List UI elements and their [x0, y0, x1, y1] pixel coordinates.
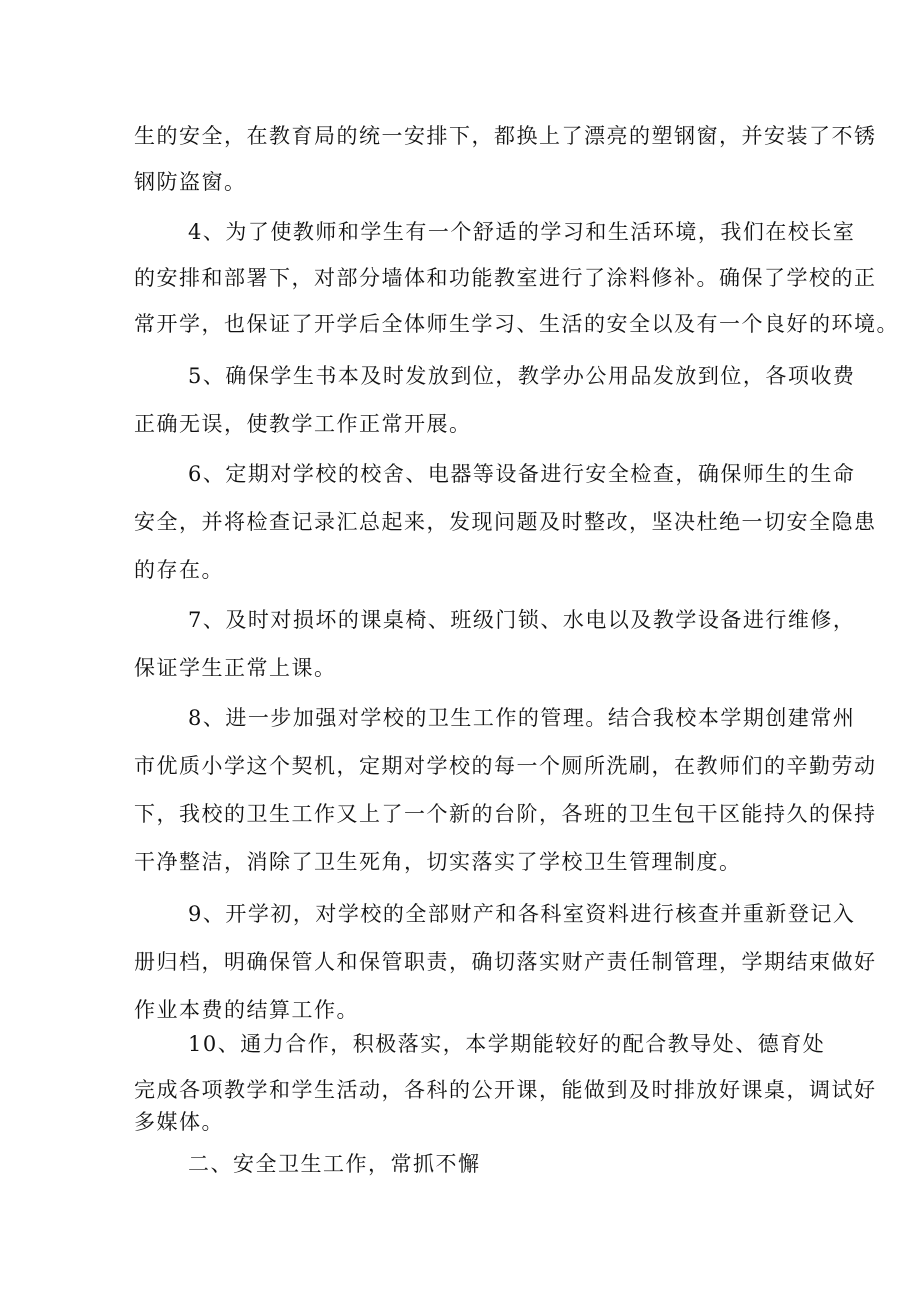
- text-line: 作业本费的结算工作。: [134, 998, 359, 1022]
- text-line: 的安排和部署下，对部分墙体和功能教室进行了涂料修补。确保了学校的正: [134, 266, 877, 290]
- text-line: 的存在。: [134, 558, 224, 582]
- paragraph-5-start: 5、确保学生书本及时发放到位，教学办公用品发放到位，各项收费: [188, 364, 856, 388]
- text-line: 钢防盗窗。: [134, 170, 247, 194]
- paragraph-6-start: 6、定期对学校的校舍、电器等设备进行安全检查，确保师生的生命: [188, 462, 856, 486]
- paragraph-9-start: 9、开学初，对学校的全部财产和各科室资料进行核查并重新登记入: [188, 902, 856, 926]
- text-line: 生的安全，在教育局的统一安排下，都换上了漂亮的塑钢窗，并安装了不锈: [134, 124, 877, 148]
- paragraph-4-start: 4、为了使教师和学生有一个舒适的学习和生活环境，我们在校长室: [188, 220, 856, 244]
- text-line: 保证学生正常上课。: [134, 656, 337, 680]
- paragraph-8-start: 8、进一步加强对学校的卫生工作的管理。结合我校本学期创建常州: [188, 706, 856, 730]
- paragraph-10-start: 10、通力合作，积极落实，本学期能较好的配合教导处、德育处: [188, 1032, 826, 1056]
- text-line: 多媒体。: [134, 1110, 224, 1134]
- section-heading: 二、安全卫生工作，常抓不懈: [188, 1152, 481, 1176]
- text-line: 常开学，也保证了开学后全体师生学习、生活的安全以及有一个良好的环境。: [134, 312, 899, 336]
- text-line: 市优质小学这个契机，定期对学校的每一个厕所洗刷，在教师们的辛勤劳动: [134, 754, 877, 778]
- text-line: 正确无误，使教学工作正常开展。: [134, 412, 472, 436]
- text-line: 安全，并将检查记录汇总起来，发现问题及时整改，坚决杜绝一切安全隐患: [134, 510, 877, 534]
- paragraph-7-start: 7、及时对损坏的课桌椅、班级门锁、水电以及教学设备进行维修，: [188, 608, 856, 632]
- text-line: 下，我校的卫生工作又上了一个新的台阶，各班的卫生包干区能持久的保持: [134, 802, 877, 826]
- text-line: 册归档，明确保管人和保管职责，确切落实财产责任制管理，学期结束做好: [134, 950, 877, 974]
- text-line: 完成各项教学和学生活动，各科的公开课，能做到及时排放好课桌，调试好: [134, 1078, 877, 1102]
- text-line: 干净整洁，消除了卫生死角，切实落实了学校卫生管理制度。: [134, 850, 742, 874]
